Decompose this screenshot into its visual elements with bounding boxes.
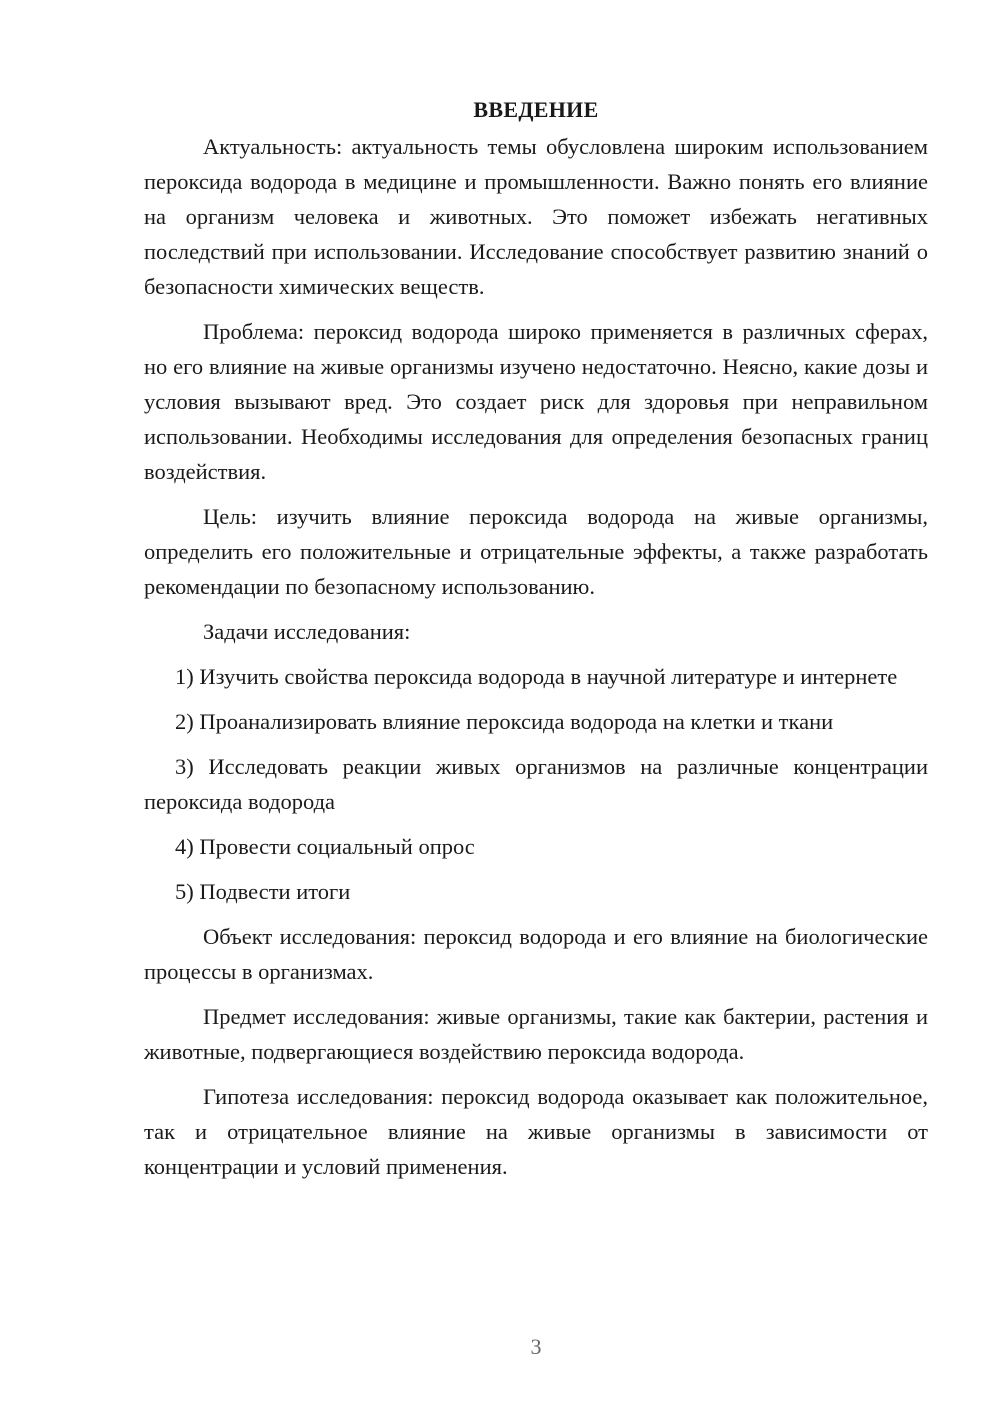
problem-paragraph: Проблема: пероксид водорода широко применяется в различных сферах, но его влияние на живые организмы изучено недостаточно. Неясно, какие дозы и условия вызывают вред. Это создает риск для здоровья при неправильном использовании. Необходимы исследования для определения безопасных границ воздействия.	[144, 319, 928, 484]
goal-paragraph: Цель: изучить влияние пероксида водорода на живые организмы, определить его положительные и отрицательные эффекты, а также разработать рекомендации по безопасному использованию.	[144, 504, 928, 599]
relevance-paragraph: Актуальность: актуальность темы обусловлена широким использованием пероксида водорода в медицине и промышленности. Важно понять его влияние на организм человека и животных. Это поможет избежать негативных последствий при использовании. Исследование способствует развитию знаний о безопасности химических веществ.	[144, 134, 928, 299]
task-item: 5) Подвести итоги	[175, 879, 351, 904]
page-number: 3	[530, 1334, 542, 1359]
tasks-heading: Задачи исследования:	[203, 619, 411, 644]
section-title: ВВЕДЕНИЕ	[473, 97, 599, 122]
task-item: 3) Исследовать реакции живых организмов на различные концентрации пероксида водорода	[144, 754, 928, 814]
task-item: 4) Провести социальный опрос	[175, 834, 475, 859]
subject-paragraph: Предмет исследования: живые организмы, такие как бактерии, растения и животные, подвергающиеся воздействию пероксида водорода.	[144, 1004, 928, 1064]
task-item: 2) Проанализировать влияние пероксида водорода на клетки и ткани	[175, 709, 834, 734]
document-page	[144, 92, 928, 1194]
task-item: 1) Изучить свойства пероксида водорода в научной литературе и интернете	[175, 664, 898, 689]
hypothesis-paragraph: Гипотеза исследования: пероксид водорода оказывает как положительное, так и отрицательное влияние на живые организмы в зависимости от концентрации и условий применения.	[144, 1084, 928, 1179]
object-paragraph: Объект исследования: пероксид водорода и его влияние на биологические процессы в организмах.	[144, 924, 928, 984]
